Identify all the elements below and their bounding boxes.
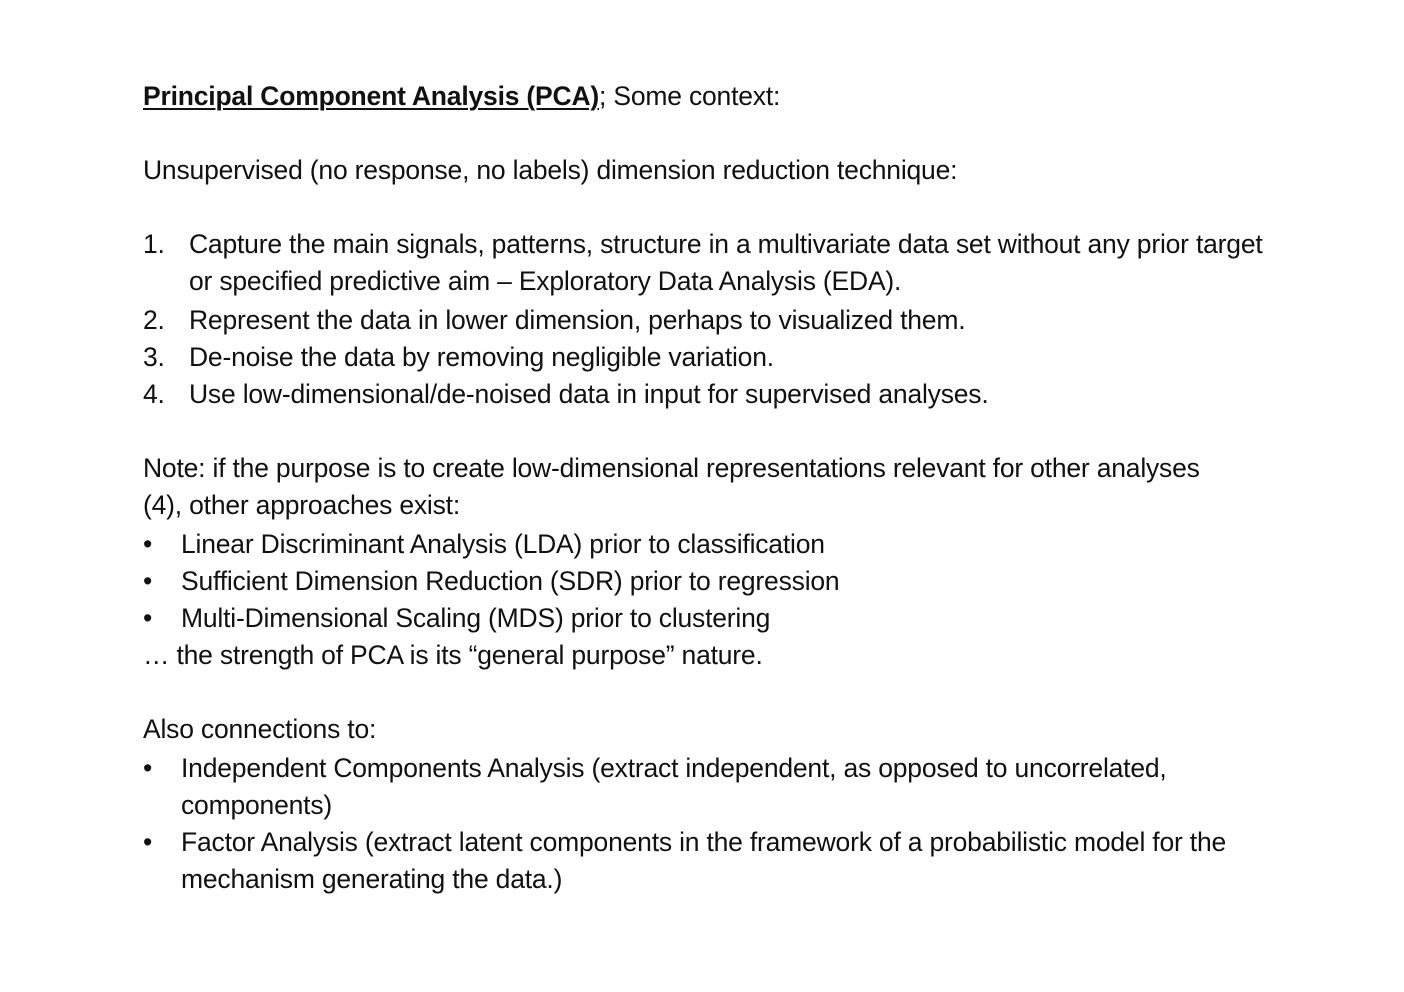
item-number: 4.: [143, 379, 165, 409]
spacer: [143, 115, 1293, 152]
item-text: Sufficient Dimension Reduction (SDR) prior to regression: [181, 566, 840, 596]
item-text: De-noise the data by removing negligible variation.: [189, 342, 774, 372]
item-text: Represent the data in lower dimension, perhaps to visualized them.: [189, 305, 966, 335]
item-text: Use low-dimensional/de-noised data in input for supervised analyses.: [189, 379, 989, 409]
numbered-item: [143, 339, 1293, 376]
slide-content: [143, 78, 1293, 898]
item-number: 2.: [143, 305, 165, 335]
bullet-icon: •: [143, 529, 153, 559]
intro-text: Unsupervised (no response, no labels) dimension reduction technique:: [143, 155, 958, 185]
bullet-icon: •: [143, 566, 153, 596]
bullet-icon: •: [143, 753, 153, 783]
list-item: [143, 563, 1293, 600]
bullet-icon: •: [143, 827, 153, 857]
spacer: [143, 413, 1293, 450]
list-item: [143, 750, 1293, 824]
item-text: Linear Discriminant Analysis (LDA) prior to classification: [181, 529, 825, 559]
item-text: Independent Components Analysis (extract independent, as opposed to uncorrelated, components): [181, 753, 1167, 820]
spacer: [143, 674, 1293, 711]
numbered-item: [143, 302, 1293, 339]
list-item: [143, 600, 1293, 637]
spacer: [143, 189, 1293, 226]
list-item: [143, 824, 1293, 898]
heading-title: Principal Component Analysis (PCA): [143, 81, 600, 111]
connections-heading: Also connections to:: [143, 714, 377, 744]
approaches-list: [143, 526, 1293, 637]
item-text: Capture the main signals, patterns, structure in a multivariate data set without any prior target or specified predictive aim – Exploratory Data Analysis (EDA).: [189, 229, 1263, 296]
numbered-list: [143, 226, 1293, 413]
item-number: 3.: [143, 342, 165, 372]
note-text: Note: if the purpose is to create low-dimensional representations relevant for other analyses (4), other approaches exist:: [143, 453, 1200, 520]
item-text: Factor Analysis (extract latent components in the framework of a probabilistic model for the mechanism generating the data.): [181, 827, 1227, 894]
numbered-item: [143, 226, 1293, 300]
list-item: [143, 526, 1293, 563]
connections-list: [143, 750, 1293, 898]
item-text: Multi-Dimensional Scaling (MDS) prior to clustering: [181, 603, 771, 633]
numbered-item: [143, 376, 1293, 413]
bullet-icon: •: [143, 603, 153, 633]
note-closing: … the strength of PCA is its “general purpose” nature.: [143, 640, 763, 670]
item-number: 1.: [143, 229, 165, 259]
heading-suffix: ; Some context:: [599, 81, 781, 111]
slide-heading: [143, 78, 1293, 115]
